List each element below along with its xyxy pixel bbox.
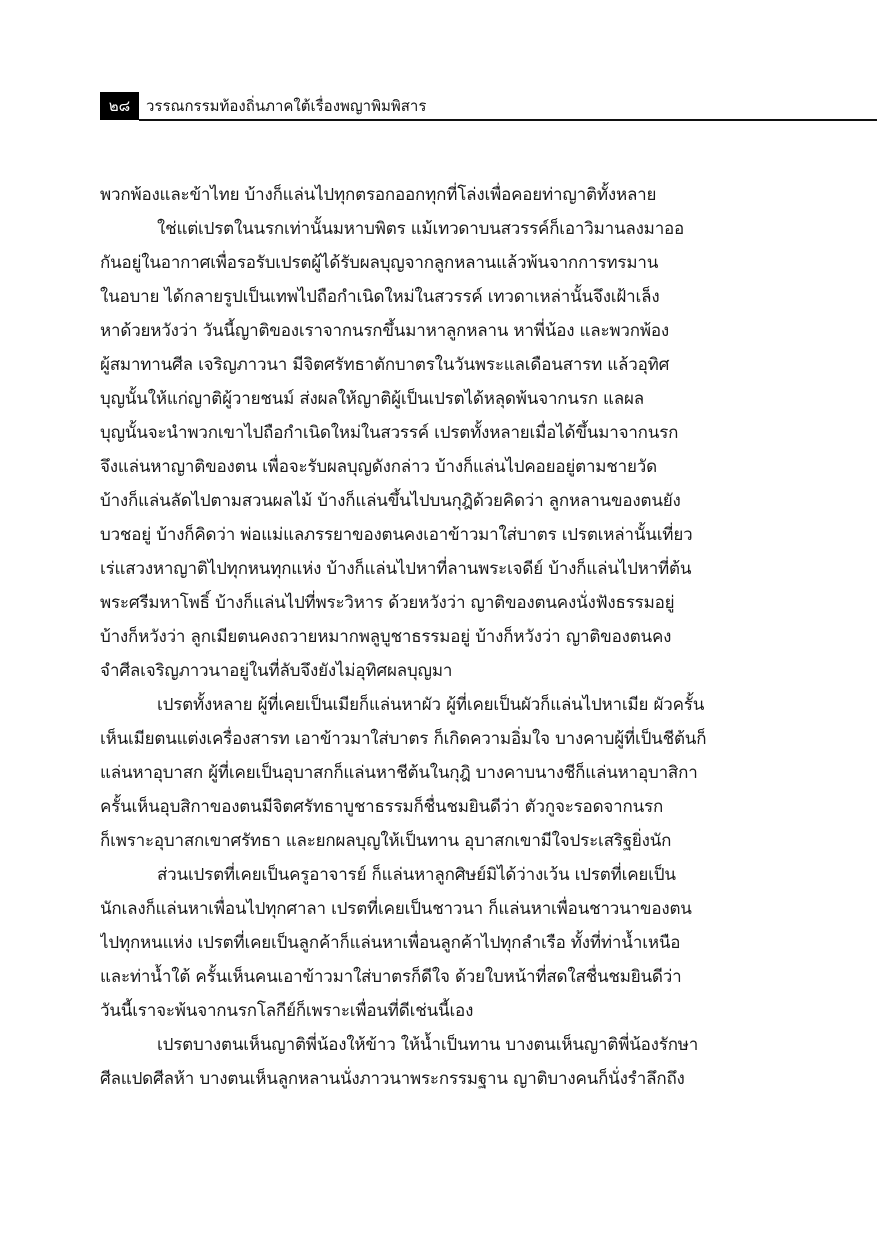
text-line: บุญนั้นจะนำพวกเขาไปถือกำเนิดใหม่ในสวรรค์ เปรตทั้งหลายเมื่อได้ขึ้นมาจากนรก [100, 423, 679, 443]
text-line: จำศีลเจริญภาวนาอยู่ในที่ลับจึงยังไม่อุทิศผลบุญมา [100, 661, 453, 681]
text-line: ผู้สมาทานศีล เจริญภาวนา มีจิตศรัทธาตักบาตรในวันพระแลเดือนสารท แล้วอุทิศ [100, 355, 670, 375]
text-line: ก็เพราะอุบาสกเขาศรัทธา และยกผลบุญให้เป็นทาน อุบาสกเขามีใจประเสริฐยิ่งนัก [100, 831, 672, 851]
text-line: แล่นหาอุบาสก ผู้ที่เคยเป็นอุบาสกก็แล่นหาชีต้นในกุฎิ บางคาบนางชีก็แล่นหาอุบาสิกา [100, 763, 698, 783]
header-rule [139, 119, 877, 121]
text-line: บ้างก็หวังว่า ลูกเมียตนคงถวายหมากพลูบูชาธรรมอยู่ บ้างก็หวังว่า ญาติของตนคง [100, 627, 672, 647]
text-line: นักเลงก็แล่นหาเพื่อนไปทุกศาลา เปรตที่เคยเป็นชาวนา ก็แล่นหาเพื่อนชาวนาของตน [100, 899, 692, 919]
text-line: ส่วนเปรตที่เคยเป็นครูอาจารย์ ก็แล่นหาลูกศิษย์มิได้ว่างเว้น เปรตที่เคยเป็น [157, 865, 676, 885]
text-line: กันอยู่ในอากาศเพื่อรอรับเปรตผู้ได้รับผลบุญจากลูกหลานแล้วพ้นจากการทรมาน [100, 253, 659, 273]
text-line: เปรตทั้งหลาย ผู้ที่เคยเป็นเมียก็แล่นหาผัว ผู้ที่เคยเป็นผัวก็แล่นไปหาเมีย ผัวครั้น [157, 695, 705, 715]
text-line: ใช่แต่เปรตในนรกเท่านั้นมหาบพิตร แม้เทวดาบนสวรรค์ก็เอาวิมานลงมาออ [157, 219, 685, 239]
page-number: ๒๘ [100, 92, 139, 120]
text-line: ศีลแปดศีลห้า บางตนเห็นลูกหลานนั่งภาวนาพระกรรมฐาน ญาติบางคนก็นั่งรำลึกถึง [100, 1069, 685, 1089]
running-title: วรรณกรรมท้องถิ่นภาคใต้เรื่องพญาพิมพิสาร [146, 97, 427, 115]
text-line: ในอบาย ได้กลายรูปเป็นเทพไปถือกำเนิดใหม่ในสวรรค์ เทวดาเหล่านั้นจึงเฝ้าเล็ง [100, 287, 660, 307]
page-header [100, 92, 877, 122]
text-line: ครั้นเห็นอุบสิกาของตนมีจิตศรัทธาบูชาธรรมก็ชื่นชมยินดีว่า ตัวกูจะรอดจากนรก [100, 797, 664, 817]
text-line: บุญนั้นให้แก่ญาติผู้วายชนม์ ส่งผลให้ญาติผู้เป็นเปรตได้หลุดพ้นจากนรก แลผล [100, 389, 644, 409]
body-text [100, 178, 772, 1096]
text-line: หาด้วยหวังว่า วันนี้ญาติของเราจากนรกขึ้นมาหาลูกหลาน หาพี่น้อง และพวกพ้อง [100, 321, 669, 341]
text-line: เปรตบางตนเห็นญาติพี่น้องให้ข้าว ให้น้ำเป็นทาน บางตนเห็นญาติพี่น้องรักษา [157, 1035, 699, 1055]
text-line: บ้างก็แล่นลัดไปตามสวนผลไม้ บ้างก็แล่นขึ้นไปบนกุฎิด้วยคิดว่า ลูกหลานของตนยัง [100, 491, 681, 511]
text-line: จึงแล่นหาญาติของตน เพื่อจะรับผลบุญดังกล่าว บ้างก็แล่นไปคอยอยู่ตามชายวัด [100, 457, 657, 477]
text-line: เห็นเมียตนแต่งเครื่องสารท เอาข้าวมาใส่บาตร ก็เกิดความอิ่มใจ บางคาบผู้ที่เป็นชีต้นก็ [100, 729, 707, 749]
text-line: พระศรีมหาโพธิ์ บ้างก็แล่นไปที่พระวิหาร ด้วยหวังว่า ญาติของตนคงนั่งฟังธรรมอยู่ [100, 593, 675, 613]
text-line: วันนี้เราจะพ้นจากนรกโลกีย์ก็เพราะเพื่อนที่ดีเช่นนี้เอง [100, 1001, 474, 1021]
text-line: พวกพ้องและข้าไทย บ้างก็แล่นไปทุกตรอกออกทุกที่โล่งเพื่อคอยท่าญาติทั้งหลาย [100, 185, 657, 205]
text-line: และท่าน้ำใต้ ครั้นเห็นคนเอาข้าวมาใส่บาตรก็ดีใจ ด้วยใบหน้าที่สดใสชื่นชมยินดีว่า [100, 967, 682, 987]
text-line: ไปทุกหนแห่ง เปรตที่เคยเป็นลูกค้าก็แล่นหาเพื่อนลูกค้าไปทุกลำเรือ ทั้งที่ท่าน้ำเหนือ [100, 933, 681, 953]
text-line: บวชอยู่ บ้างก็คิดว่า พ่อแม่แลภรรยาของตนคงเอาข้าวมาใส่บาตร เปรตเหล่านั้นเที่ยว [100, 525, 693, 545]
text-line: เร่แสวงหาญาติไปทุกหนทุกแห่ง บ้างก็แล่นไปหาที่ลานพระเจดีย์ บ้างก็แล่นไปหาที่ต้น [100, 559, 692, 579]
